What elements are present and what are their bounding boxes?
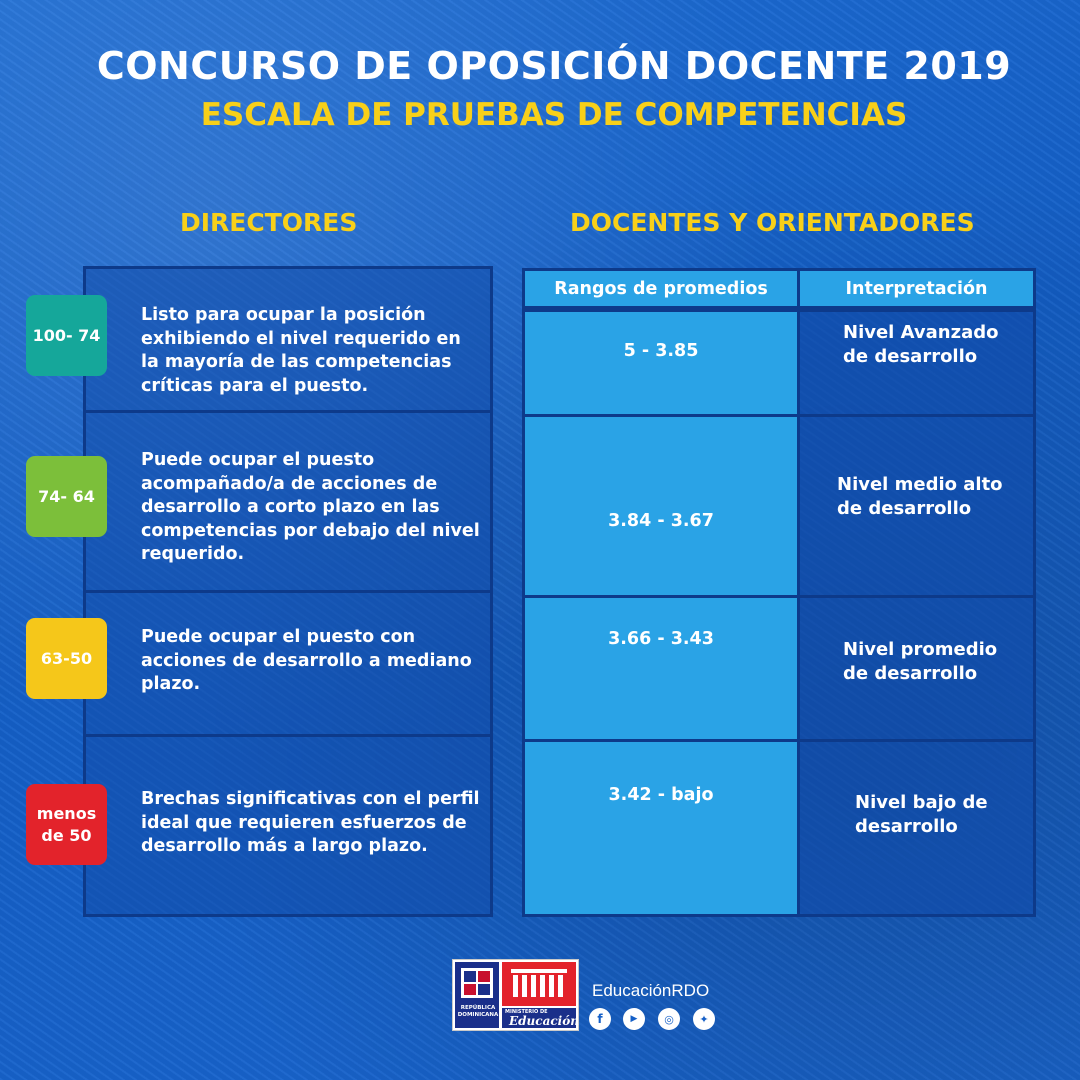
interpretation-cell: [797, 309, 1033, 414]
directores-row-text: Brechas significativas con el perfil ideal que requieren esfuerzos de desarrollo más a largo plazo.: [141, 789, 480, 856]
twitter-icon[interactable]: ✦: [693, 1008, 715, 1030]
score-badge: menos de 50: [26, 784, 107, 865]
interpretation-value: Nivel Avanzado de desarrollo: [843, 322, 999, 367]
ministerio-logo: [452, 959, 579, 1031]
interpretation-value: Nivel medio alto de desarrollo: [837, 474, 1003, 519]
interpretation-value: Nivel bajo de desarrollo: [855, 792, 988, 837]
page-subtitle: ESCALA DE PRUEBAS DE COMPETENCIAS: [200, 97, 908, 133]
directores-row-4: [83, 734, 493, 917]
youtube-icon[interactable]: ▶: [623, 1008, 645, 1030]
column-header-interpretacion: Interpretación: [797, 271, 1033, 309]
directores-row-text: Puede ocupar el puesto con acciones de desarrollo a mediano plazo.: [141, 627, 472, 694]
directores-row-1: [83, 266, 493, 413]
logo-republica-text: REPÚBLICA DOMINICANA: [457, 1005, 499, 1018]
range-value: 5 - 3.85: [623, 341, 699, 361]
score-badge: 74- 64: [26, 456, 107, 537]
page-title: CONCURSO DE OPOSICIÓN DOCENTE 2019: [96, 44, 1012, 88]
directores-row-text: Listo para ocupar la posición exhibiendo el nivel requerido en la mayoría de las competencias críticas para el puesto.: [141, 305, 461, 396]
range-cell: [525, 739, 797, 914]
range-cell: [525, 309, 797, 414]
docentes-table: [522, 268, 1036, 917]
directores-row-2: [83, 410, 493, 593]
brand-handle: EducaciónRDO: [592, 981, 710, 1000]
column-header-rangos: Rangos de promedios: [525, 271, 797, 309]
score-badge: 100- 74: [26, 295, 107, 376]
directores-heading: DIRECTORES: [180, 208, 358, 237]
interpretation-cell: [797, 414, 1033, 595]
directores-row-text: Puede ocupar el puesto acompañado/a de acciones de desarrollo a corto plazo en las competencias por debajo del nivel requerido.: [141, 450, 480, 564]
directores-row-3: [83, 590, 493, 737]
range-cell: [525, 414, 797, 595]
logo-educacion-text: Educación: [509, 1014, 579, 1028]
range-value: 3.66 - 3.43: [608, 629, 714, 649]
interpretation-cell: [797, 739, 1033, 914]
interpretation-value: Nivel promedio de desarrollo: [843, 639, 998, 684]
score-badge: 63-50: [26, 618, 107, 699]
interpretation-cell: [797, 595, 1033, 739]
facebook-icon[interactable]: f: [589, 1008, 611, 1030]
logo-ministerio-text: MINISTERIO DE: [505, 1009, 548, 1015]
range-cell: [525, 595, 797, 739]
range-value: 3.84 - 3.67: [608, 511, 714, 531]
range-value: 3.42 - bajo: [608, 785, 714, 805]
docentes-heading: DOCENTES Y ORIENTADORES: [570, 208, 975, 237]
instagram-icon[interactable]: ◎: [658, 1008, 680, 1030]
